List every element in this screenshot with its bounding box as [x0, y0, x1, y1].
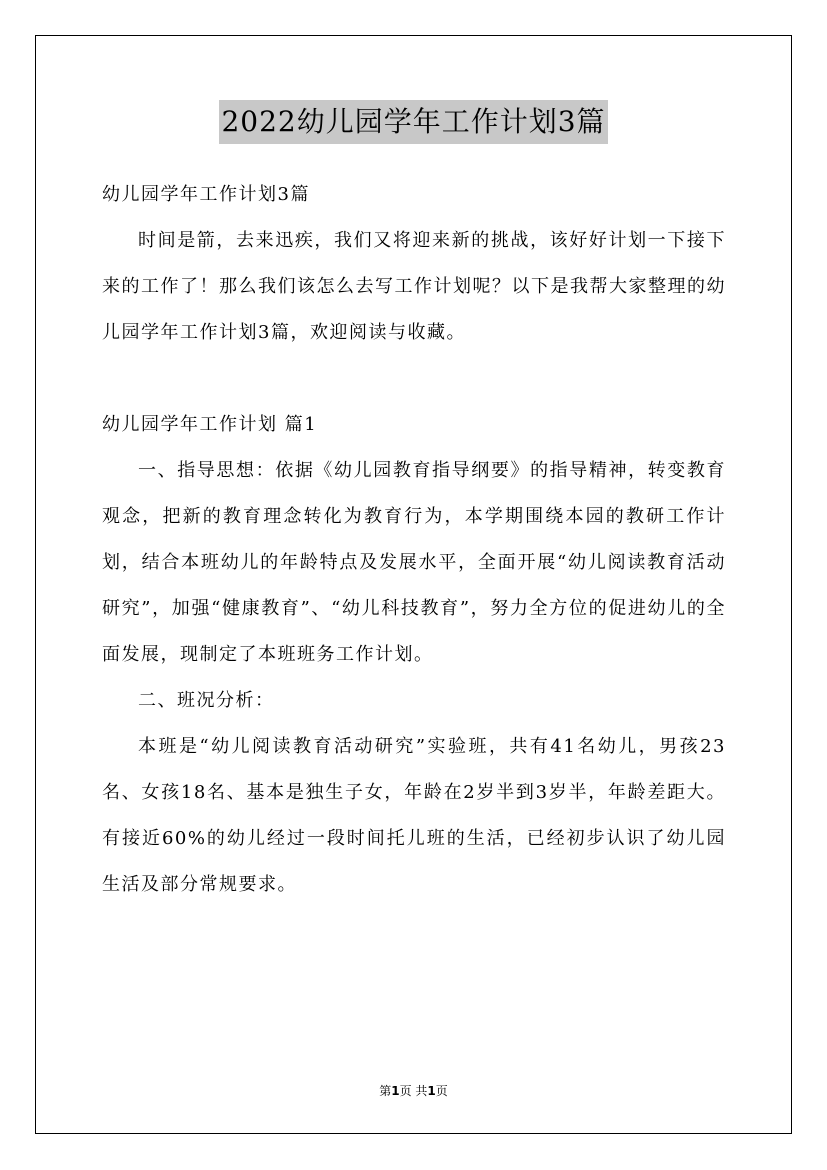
title-wrapper [0, 100, 827, 144]
class-analysis-paragraph: 本班是“幼儿阅读教育活动研究”实验班，共有41名幼儿，男孩23名、女孩18名、基本是独生子女，年龄在2岁半到3岁半，年龄差距大。有接近60%的幼儿经过一段时间托儿班的生活，已经初步认识了幼儿园生活及部分常规要求。 [102, 736, 726, 895]
footer-page-number: 1 [391, 1084, 400, 1098]
section-heading: 幼儿园学年工作计划 篇1 [102, 414, 318, 435]
footer-prefix: 第 [379, 1084, 392, 1098]
document-body [102, 172, 726, 908]
class-analysis-heading: 二、班况分析： [138, 690, 275, 711]
document-title: 2022幼儿园学年工作计划3篇 [219, 100, 607, 144]
intro-paragraph: 时间是箭，去来迅疾，我们又将迎来新的挑战，该好好计划一下接下来的工作了！那么我们该怎么去写工作计划呢？以下是我帮大家整理的幼儿园学年工作计划3篇，欢迎阅读与收藏。 [102, 230, 726, 343]
guiding-ideology-paragraph: 一、指导思想：依据《幼儿园教育指导纲要》的指导精神，转变教育观念，把新的教育理念转化为教育行为，本学期围绕本园的教研工作计划，结合本班幼儿的年龄特点及发展水平，全面开展“幼儿阅读教育活动研究”，加强“健康教育”、“幼儿科技教育”，努力全方位的促进幼儿的全面发展，现制定了本班班务工作计划。 [102, 460, 726, 665]
footer-total-pages: 1 [427, 1084, 436, 1098]
footer-suffix: 页 [435, 1084, 448, 1098]
paragraph-gap [102, 356, 726, 402]
document-subtitle: 幼儿园学年工作计划3篇 [102, 184, 310, 205]
page-footer [0, 1082, 827, 1100]
footer-mid: 页 共 [399, 1084, 428, 1098]
